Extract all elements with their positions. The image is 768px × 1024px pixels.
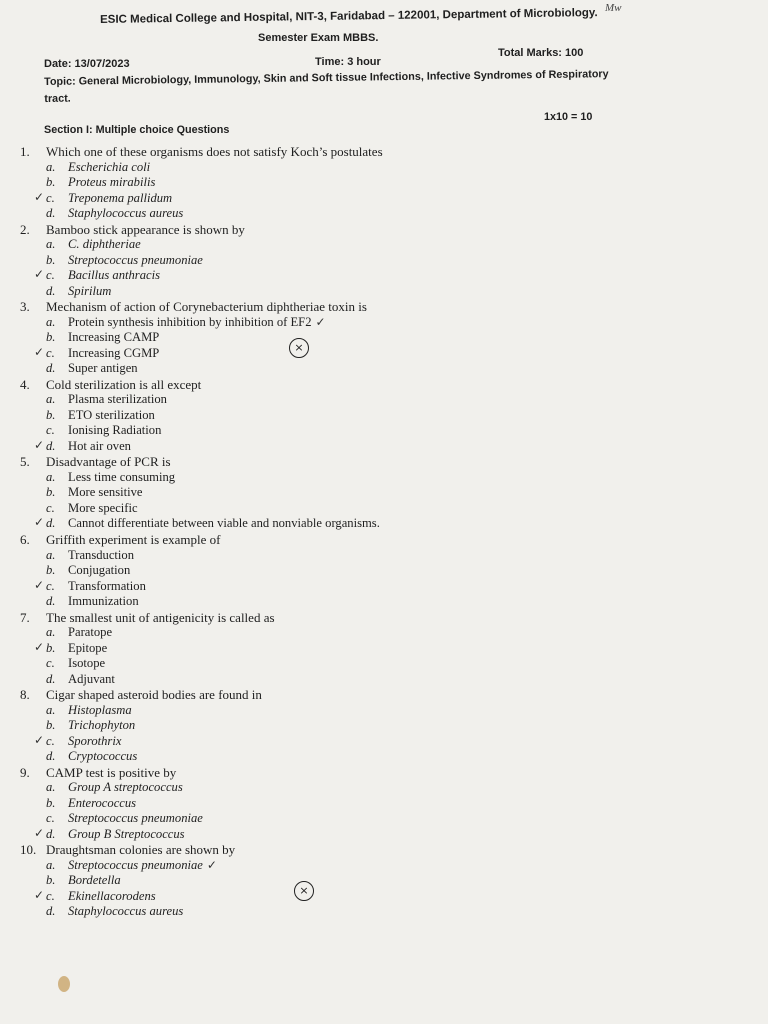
option-letter (46, 160, 68, 176)
option-letter-text: a. (46, 469, 56, 484)
section-score: 1x10 = 10 (544, 111, 593, 123)
question-9 (20, 765, 620, 781)
option-letter (34, 577, 68, 595)
option-3-a (20, 315, 620, 331)
option-letter (46, 672, 68, 688)
option-letter (46, 237, 68, 253)
option-1-c (20, 191, 620, 207)
option-text: Streptococcus pneumoniae (68, 252, 203, 267)
option-letter-text: b. (46, 485, 56, 500)
option-letter-text: a. (46, 237, 56, 252)
option-letter-text: a. (46, 857, 56, 872)
option-text: Protein synthesis inhibition by inhibition of EF2 (68, 314, 312, 329)
option-text: Paratope (68, 625, 113, 640)
option-4-a (20, 392, 620, 408)
option-text: C. diphtheriae (68, 237, 141, 252)
option-7-c (20, 656, 620, 672)
option-8-b (20, 718, 620, 734)
option-letter (46, 625, 68, 641)
question-text: Cigar shaped asteroid bodies are found in (46, 687, 262, 703)
option-letter (46, 175, 68, 191)
option-letter-text: a. (46, 625, 56, 640)
option-letter (46, 206, 68, 222)
option-text: Immunization (68, 594, 139, 609)
option-text: Cryptococcus (68, 749, 138, 764)
option-letter (34, 437, 68, 455)
option-letter-text: c. (46, 423, 55, 438)
question-text: Draughtsman colonies are shown by (46, 842, 236, 858)
college-header: ESIC Medical College and Hospital, NIT-3, Faridabad – 122001, Department of Microbiology. (100, 7, 598, 26)
option-text: Streptococcus pneumoniae (68, 811, 203, 826)
option-text: Spirilum (68, 283, 112, 298)
option-letter (34, 732, 68, 750)
question-3 (20, 299, 620, 315)
option-7-a (20, 625, 620, 641)
option-10-c (20, 889, 620, 905)
exam-title: Semester Exam MBBS. (258, 32, 379, 44)
question-10 (20, 842, 620, 858)
option-8-a (20, 703, 620, 719)
check-mark-icon: ✓ (34, 639, 45, 654)
question-8 (20, 687, 620, 703)
question-text: Disadvantage of PCR is (46, 454, 171, 470)
option-letter-text: d. (46, 749, 56, 764)
total-marks: Total Marks: 100 (498, 47, 584, 59)
option-letter (46, 392, 68, 408)
question-text: Griffith experiment is example of (46, 531, 221, 547)
option-2-a (20, 237, 620, 253)
option-letter (34, 344, 68, 362)
option-letter-text: c. (46, 345, 55, 360)
option-letter-text: d. (46, 283, 56, 298)
option-text: Group B Streptococcus (68, 826, 185, 841)
option-letter (46, 361, 68, 377)
option-text: Staphylococcus aureus (68, 206, 184, 221)
option-text: Isotope (68, 656, 106, 671)
option-letter-text: c. (46, 190, 55, 205)
question-text: Mechanism of action of Corynebacterium diphtheriae toxin is (46, 299, 367, 315)
option-5-d (20, 516, 620, 532)
option-8-c (20, 734, 620, 750)
option-text: More specific (68, 500, 138, 515)
question-number: 10. (20, 842, 37, 858)
option-2-c (20, 268, 620, 284)
option-letter-text: c. (46, 656, 55, 671)
option-letter (46, 253, 68, 269)
question-number: 1. (20, 144, 30, 159)
option-letter-text: b. (46, 795, 56, 810)
option-5-c (20, 501, 620, 517)
option-10-a (20, 858, 620, 874)
option-text: ETO sterilization (68, 407, 155, 422)
option-letter-text: d. (46, 516, 56, 531)
option-text: Streptococcus pneumoniae (68, 857, 203, 872)
question-number: 4. (20, 376, 30, 392)
exam-time: Time: 3 hour (315, 56, 381, 68)
option-text: Transformation (68, 578, 146, 593)
question-number: 9. (20, 764, 30, 780)
option-6-d (20, 594, 620, 610)
option-2-d (20, 284, 620, 300)
option-1-b (20, 175, 620, 191)
option-letter (46, 749, 68, 765)
option-text: Histoplasma (68, 702, 132, 717)
option-letter (46, 780, 68, 796)
check-mark-icon: ✓ (34, 515, 45, 530)
option-letter (34, 639, 68, 657)
option-letter (46, 703, 68, 719)
wrong-mark-q3: × (289, 338, 309, 358)
option-text: Bordetella (68, 873, 121, 888)
option-letter-text: a. (46, 780, 56, 795)
question-number: 2. (20, 221, 30, 237)
question-number: 8. (20, 687, 30, 703)
option-7-d (20, 672, 620, 688)
check-mark-icon: ✓ (315, 314, 326, 329)
option-letter (46, 408, 68, 424)
option-text: Increasing CAMP (68, 330, 160, 345)
option-letter-text: b. (46, 407, 56, 422)
exam-date: Date: 13/07/2023 (44, 58, 130, 70)
option-letter-text: b. (46, 330, 56, 345)
option-9-c (20, 811, 620, 827)
option-text: Cannot differentiate between viable and nonviable organisms. (68, 516, 380, 531)
option-6-c (20, 579, 620, 595)
check-mark-icon: ✓ (206, 857, 217, 872)
question-text: Which one of these organisms does not satisfy Koch’s postulates (46, 144, 383, 159)
option-3-c (20, 346, 620, 362)
option-letter-text: b. (46, 873, 56, 888)
option-letter-text: b. (46, 175, 56, 190)
question-5 (20, 454, 620, 470)
option-letter-text: d. (46, 826, 56, 841)
option-letter (46, 904, 68, 920)
option-10-b (20, 873, 620, 889)
option-letter (46, 284, 68, 300)
option-text: Escherichia coli (68, 159, 151, 174)
option-letter (46, 548, 68, 564)
option-letter (46, 485, 68, 501)
option-text: Plasma sterilization (68, 392, 167, 407)
question-text: Bamboo stick appearance is shown by (46, 221, 245, 237)
option-text: Hot air oven (68, 438, 131, 453)
question-text: The smallest unit of antigenicity is called as (46, 609, 275, 625)
option-letter-text: d. (46, 671, 56, 686)
option-7-b (20, 641, 620, 657)
option-text: Enterococcus (68, 795, 137, 810)
option-text: Group A streptococcus (68, 780, 183, 795)
option-text: Staphylococcus aureus (68, 904, 184, 919)
option-letter-text: d. (46, 904, 56, 919)
option-5-b (20, 485, 620, 501)
question-text: CAMP test is positive by (46, 764, 177, 780)
option-1-d (20, 206, 620, 222)
question-number: 7. (20, 609, 30, 625)
option-letter (34, 189, 68, 207)
option-letter-text: d. (46, 594, 56, 609)
option-letter-text: a. (46, 159, 56, 174)
check-mark-icon: ✓ (34, 189, 45, 204)
check-mark-icon: ✓ (34, 825, 45, 840)
option-text: Ionising Radiation (68, 423, 162, 438)
option-letter-text: a. (46, 702, 56, 717)
check-mark-icon: ✓ (34, 577, 45, 592)
option-8-d (20, 749, 620, 765)
option-letter-text: b. (46, 563, 56, 578)
option-9-d (20, 827, 620, 843)
option-letter-text: c. (46, 578, 55, 593)
paper-stain (58, 976, 70, 992)
option-letter (46, 470, 68, 486)
option-letter-text: d. (46, 438, 56, 453)
question-4 (20, 377, 620, 393)
option-text: Adjuvant (68, 671, 115, 686)
option-letter-text: c. (46, 811, 55, 826)
wrong-mark-q10: × (294, 881, 314, 901)
exam-topic: Topic: General Microbiology, Immunology, Skin and Soft tissue Infections, Infective Syndromes of Respiratory tract. (44, 68, 609, 105)
option-letter (46, 594, 68, 610)
option-text: Treponema pallidum (68, 190, 173, 205)
option-5-a (20, 470, 620, 486)
option-letter (34, 825, 68, 843)
option-6-a (20, 548, 620, 564)
option-letter (46, 858, 68, 874)
check-mark-icon: ✓ (34, 732, 45, 747)
question-list (20, 144, 620, 920)
option-letter-text: a. (46, 392, 56, 407)
option-letter (46, 796, 68, 812)
option-text: Ekinellacorodens (68, 888, 156, 903)
check-mark-icon: ✓ (34, 267, 45, 282)
option-6-b (20, 563, 620, 579)
option-10-d (20, 904, 620, 920)
option-text: Super antigen (68, 361, 138, 376)
option-letter (46, 873, 68, 889)
option-letter (46, 718, 68, 734)
option-letter-text: d. (46, 206, 56, 221)
check-mark-icon: ✓ (34, 344, 45, 359)
option-9-b (20, 796, 620, 812)
option-letter-text: b. (46, 252, 56, 267)
option-letter-text: c. (46, 888, 55, 903)
option-text: Sporothrix (68, 733, 122, 748)
option-text: Transduction (68, 547, 135, 562)
option-letter-text: d. (46, 361, 56, 376)
option-text: Trichophyton (68, 718, 136, 733)
option-letter (34, 515, 68, 532)
option-letter-text: c. (46, 268, 55, 283)
option-text: Less time consuming (68, 469, 176, 484)
option-letter-text: c. (46, 500, 55, 515)
option-letter-text: c. (46, 733, 55, 748)
option-text: Bacillus anthracis (68, 268, 160, 283)
handwritten-corner-note: Mw (605, 2, 622, 14)
option-letter (46, 501, 68, 517)
check-mark-icon: ✓ (34, 437, 45, 452)
question-7 (20, 610, 620, 626)
option-4-c (20, 423, 620, 439)
question-number: 3. (20, 299, 30, 315)
option-text: Proteus mirabilis (68, 175, 156, 190)
check-mark-icon: ✓ (34, 887, 45, 902)
option-letter (34, 887, 68, 905)
option-text: Increasing CGMP (68, 345, 160, 360)
option-letter-text: a. (46, 314, 56, 329)
option-letter (46, 811, 68, 827)
question-2 (20, 222, 620, 238)
option-letter (34, 267, 68, 284)
option-letter (46, 315, 68, 331)
option-letter (46, 563, 68, 579)
option-2-b (20, 253, 620, 269)
option-3-d (20, 361, 620, 377)
option-letter-text: b. (46, 718, 56, 733)
option-9-a (20, 780, 620, 796)
question-number: 5. (20, 454, 30, 470)
question-6 (20, 532, 620, 548)
question-number: 6. (20, 531, 30, 547)
option-letter (46, 330, 68, 346)
option-1-a (20, 160, 620, 176)
option-letter-text: a. (46, 547, 56, 562)
option-4-d (20, 439, 620, 455)
question-1 (20, 144, 620, 160)
section-title: Section I: Multiple choice Questions (44, 124, 230, 136)
option-text: More sensitive (68, 485, 143, 500)
option-letter (46, 656, 68, 672)
option-4-b (20, 408, 620, 424)
option-text: Epitope (68, 640, 108, 655)
option-letter (46, 423, 68, 439)
question-text: Cold sterilization is all except (46, 376, 202, 392)
option-text: Conjugation (68, 563, 131, 578)
option-3-b (20, 330, 620, 346)
option-letter-text: b. (46, 640, 56, 655)
